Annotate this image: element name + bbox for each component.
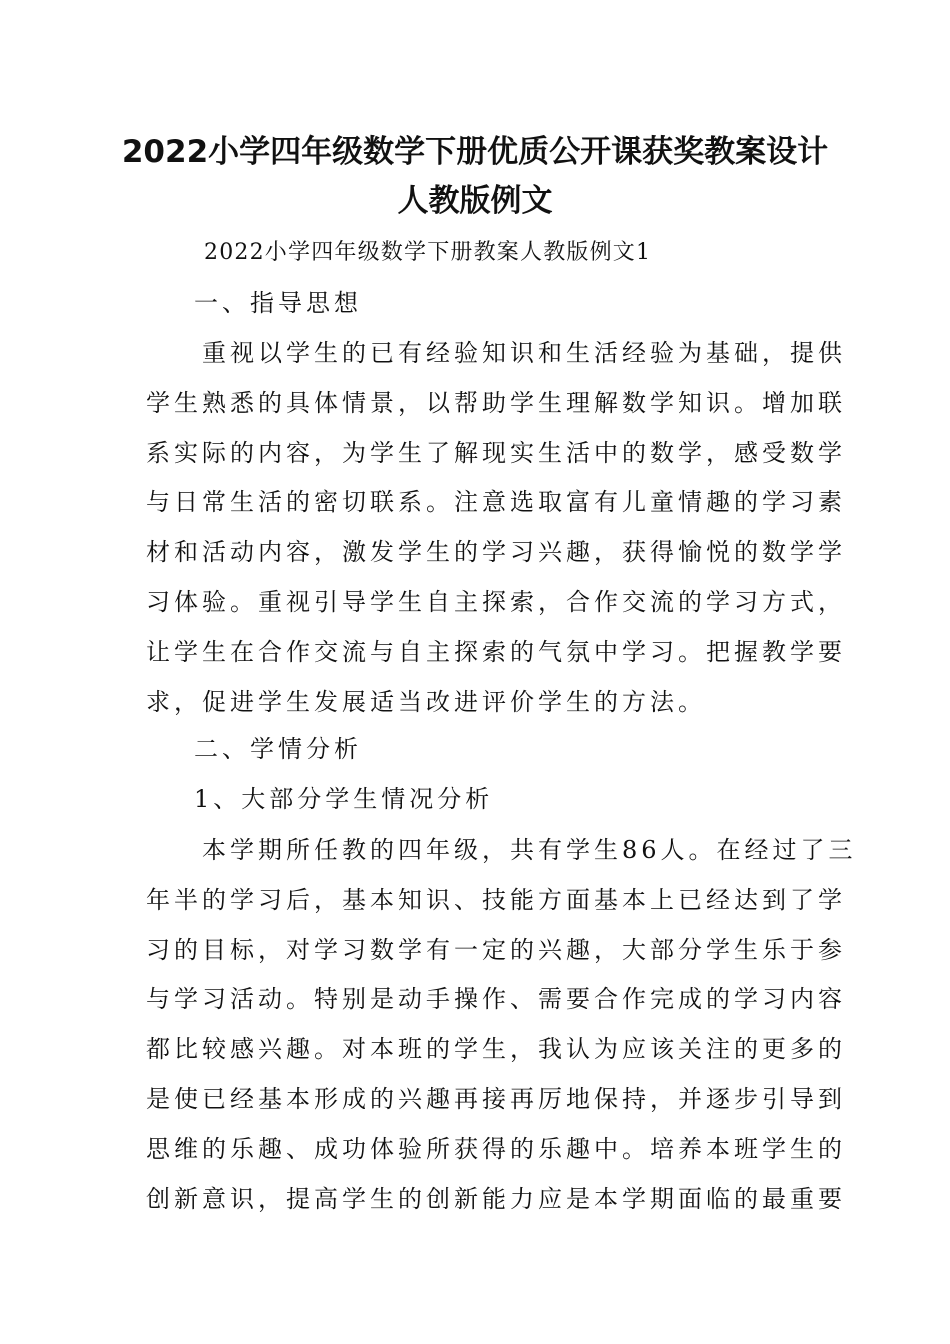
paragraph-line: 材和活动内容，激发学生的学习兴趣，获得愉悦的数学学 — [146, 538, 846, 567]
paragraph-line: 习的目标，对学习数学有一定的兴趣，大部分学生乐于参 — [146, 935, 846, 964]
paragraph-line: 习体验。重视引导学生自主探索，合作交流的学习方式， — [146, 587, 846, 616]
paragraph-line: 学生熟悉的具体情景，以帮助学生理解数学知识。增加联 — [146, 388, 846, 417]
paragraph-line: 本学期所任教的四年级，共有学生86人。在经过了三 — [202, 836, 857, 864]
document-title-line2: 人教版例文 — [397, 183, 553, 219]
document-subtitle: 2022小学四年级数学下册教案人教版例文1 — [204, 240, 652, 265]
paragraph-line: 是使已经基本形成的兴趣再接再厉地保持，并逐步引导到 — [146, 1084, 846, 1113]
paragraph-line: 让学生在合作交流与自主探索的气氛中学习。把握教学要 — [146, 637, 846, 666]
section-heading-student-analysis: 二、学情分析 — [194, 735, 362, 763]
paragraph-majority-students — [146, 826, 857, 1224]
paragraph-guiding-ideology — [146, 329, 846, 727]
subsection-heading-majority-students: 1、大部分学生情况分析 — [194, 785, 494, 813]
paragraph-line: 年半的学习后，基本知识、技能方面基本上已经达到了学 — [146, 885, 846, 914]
paragraph-line: 思维的乐趣、成功体验所获得的乐趣中。培养本班学生的 — [146, 1134, 846, 1163]
paragraph-line: 系实际的内容，为学生了解现实生活中的数学，感受数学 — [146, 438, 846, 467]
paragraph-line: 都比较感兴趣。对本班的学生，我认为应该关注的更多的 — [146, 1035, 846, 1064]
paragraph-line: 创新意识，提高学生的创新能力应是本学期面临的最重要 — [146, 1184, 846, 1213]
paragraph-line: 与日常生活的密切联系。注意选取富有儿童情趣的学习素 — [146, 488, 846, 517]
paragraph-line: 求，促进学生发展适当改进评价学生的方法。 — [146, 687, 706, 716]
paragraph-line: 重视以学生的已有经验知识和生活经验为基础，提供 — [202, 339, 846, 367]
section-heading-guiding-ideology: 一、指导思想 — [194, 289, 362, 317]
document-title-line1: 2022小学四年级数学下册优质公开课获奖教案设计 — [121, 134, 829, 170]
paragraph-line: 与学习活动。特别是动手操作、需要合作完成的学习内容 — [146, 985, 846, 1014]
